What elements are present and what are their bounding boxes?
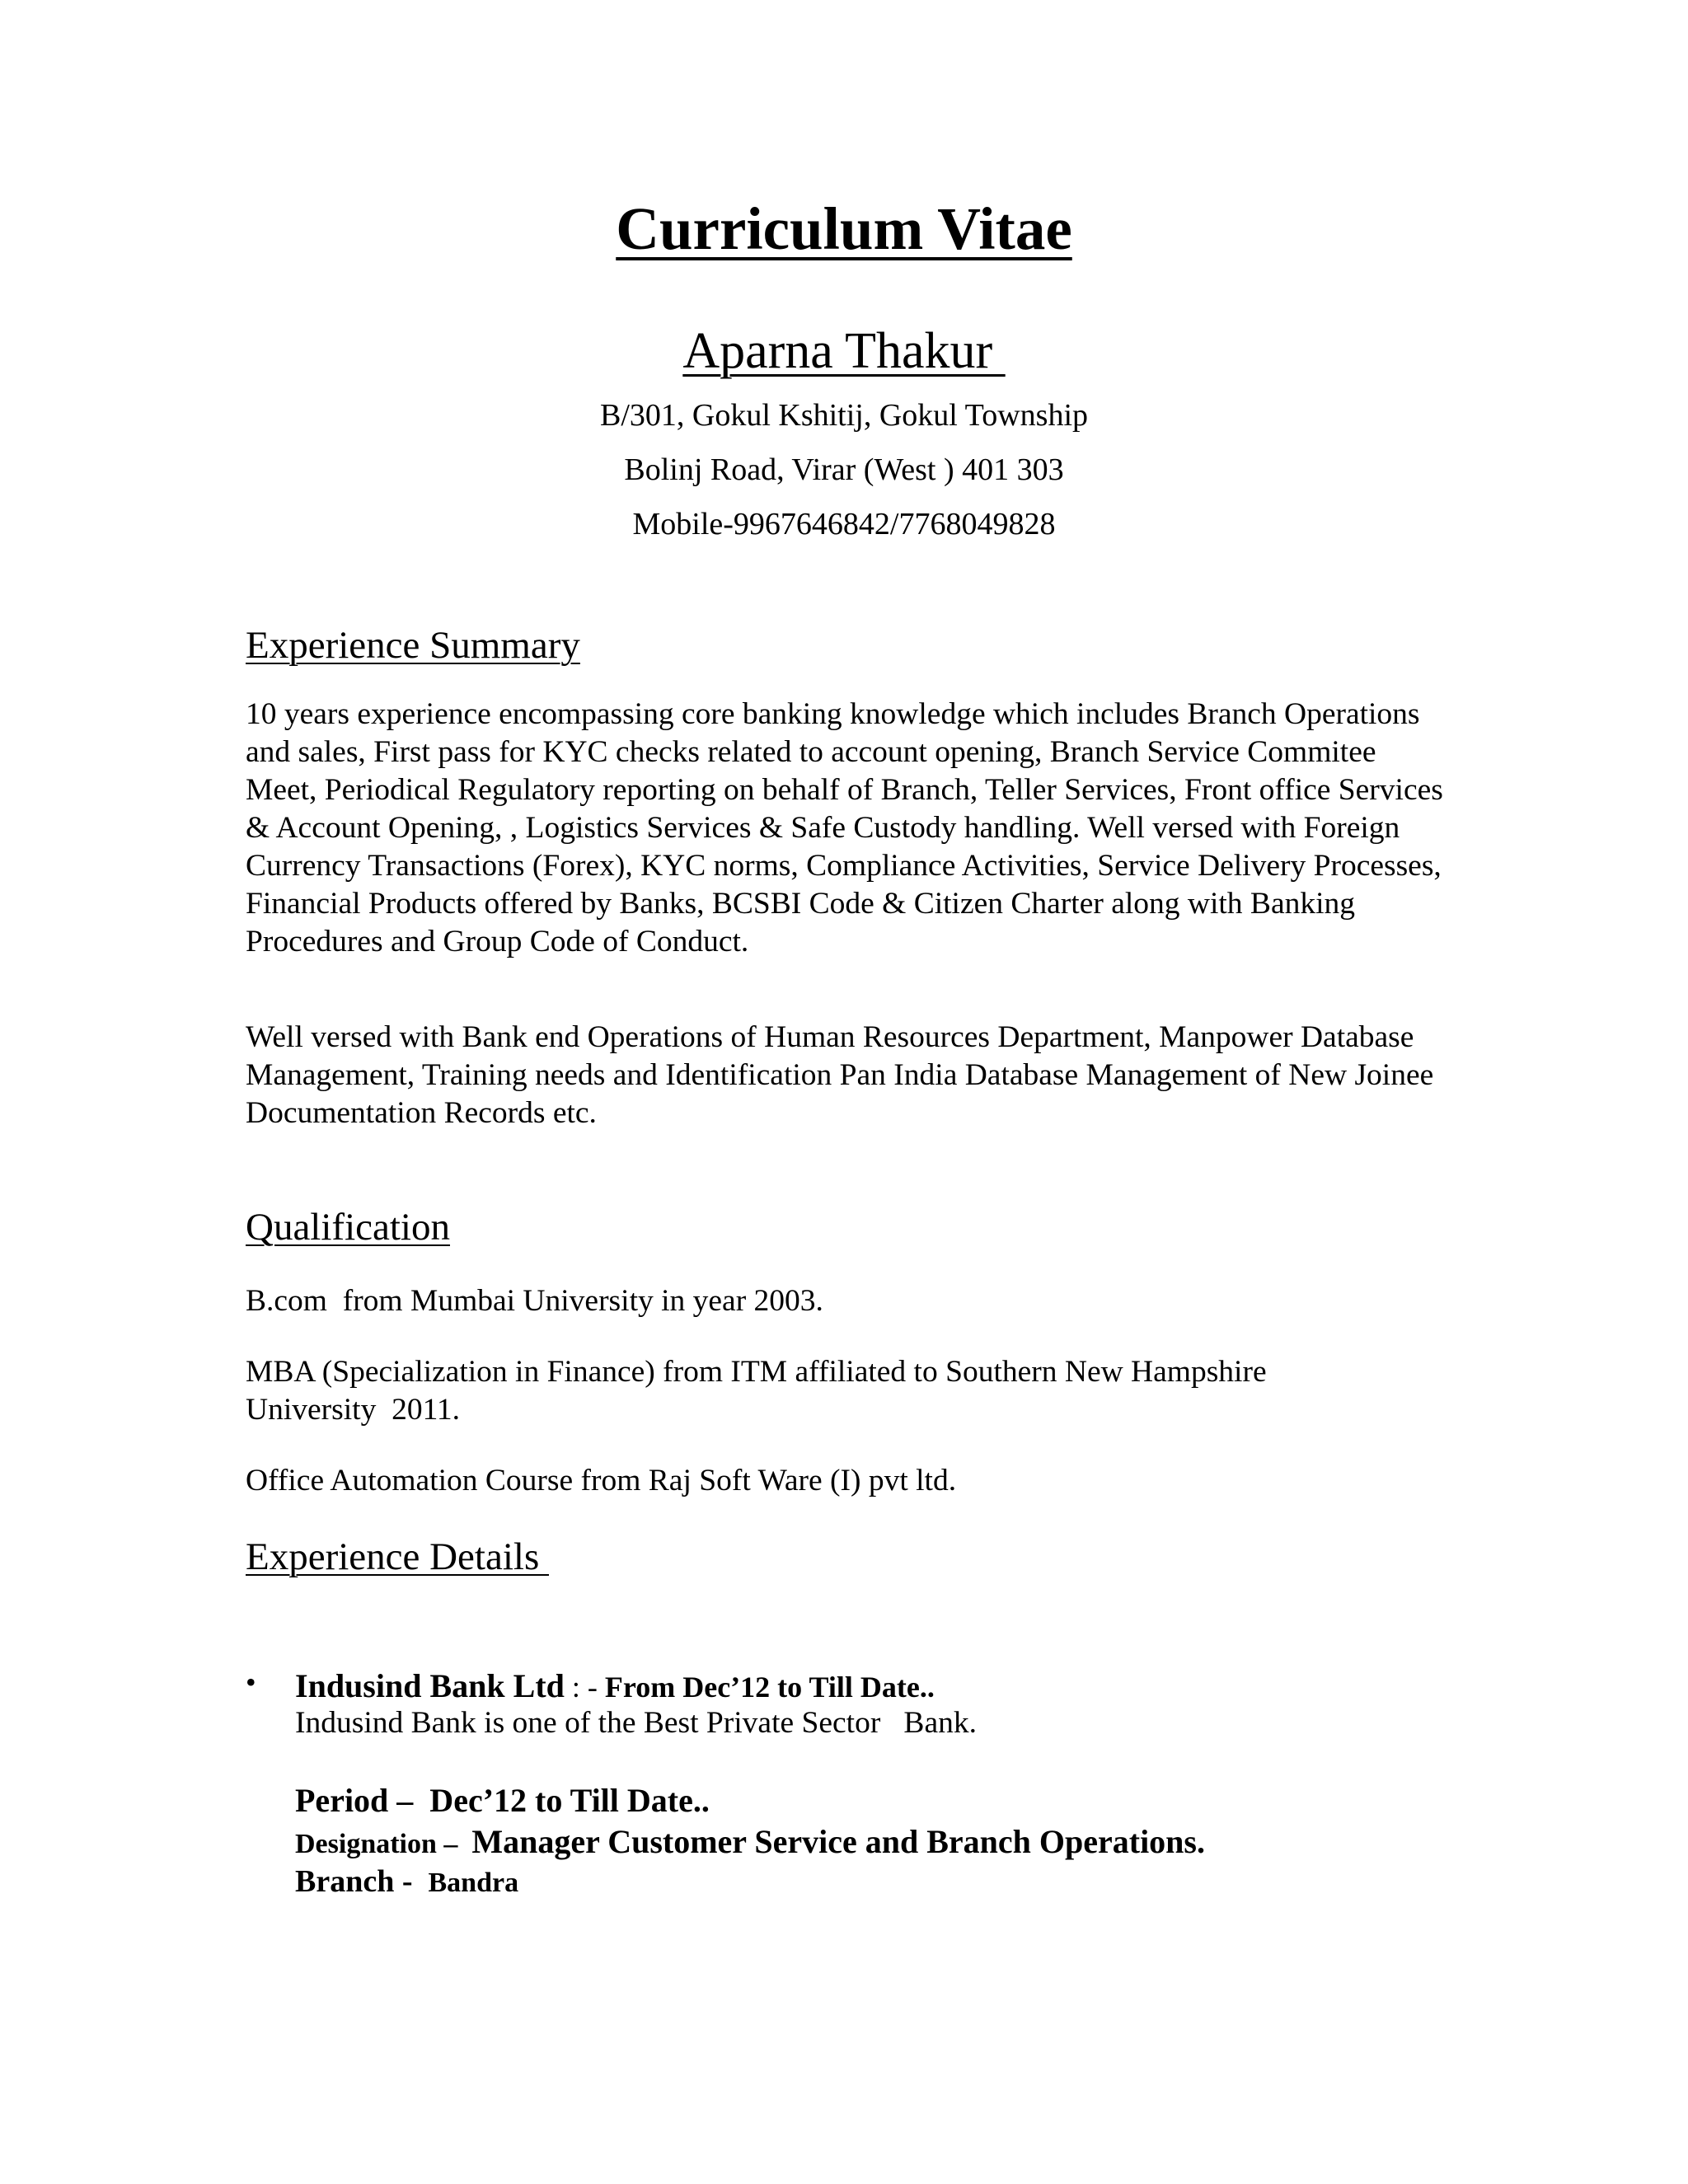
mobile-number: Mobile-9967646842/7768049828 — [632, 507, 1056, 541]
company-separator: : - — [564, 1671, 605, 1704]
candidate-name: Aparna Thakur — [682, 323, 1006, 379]
designation-label: Designation – — [295, 1829, 472, 1859]
experience-summary-paragraph-2: Well versed with Bank end Operations of Human Resources Department, Manpower Database Management, Training needs and Identification Pan India Database Management of New Joinee Documentation Records etc. — [246, 1020, 1434, 1130]
address-line-2: Bolinj Road, Virar (West ) 401 303 — [624, 452, 1064, 487]
job-designation — [295, 1824, 1205, 1860]
document-title: Curriculum Vitae — [616, 195, 1072, 262]
qualification-item: Office Automation Course from Raj Soft Ware (I) pvt ltd. — [246, 1464, 957, 1497]
qualification-item: MBA (Specialization in Finance) from ITM affiliated to Southern New Hampshire University 2011. — [246, 1355, 1274, 1427]
branch-label: Branch - — [295, 1864, 429, 1899]
qualification-heading: Qualification — [246, 1206, 450, 1249]
address-line-1: B/301, Gokul Kshitij, Gokul Township — [599, 398, 1089, 433]
designation-value: Manager Customer Service and Branch Operations. — [471, 1823, 1205, 1860]
company-name: Indusind Bank Ltd — [295, 1667, 565, 1704]
job-branch — [295, 1865, 518, 1900]
experience-summary-paragraph-1: 10 years experience encompassing core banking knowledge which includes Branch Operations and sales, First pass for KYC checks related to account opening, Branch Service Commitee Meet, Periodical Regulatory reporting on behalf of Branch, Teller Services, Front office Services & Account Opening, , Logistics Services & Safe Custody handling. Well versed with Foreign Currency Transactions (Forex), KYC norms, Compliance Activities, Service Delivery Processes, Financial Products offered by Banks, BCSBI Code & Citizen Charter along with Banking Procedures and Group Code of Conduct. — [246, 697, 1443, 958]
bullet-icon: • — [246, 1666, 256, 1699]
job-period: Period – Dec’12 to Till Date.. — [295, 1782, 710, 1819]
experience-summary-heading: Experience Summary — [246, 624, 580, 667]
experience-details-heading: Experience Details — [246, 1535, 549, 1578]
company-description: Indusind Bank is one of the Best Private Sector Bank. — [295, 1706, 977, 1740]
job-dates: From Dec’12 to Till Date.. — [604, 1671, 935, 1704]
job-header — [295, 1668, 935, 1705]
branch-value: Bandra — [428, 1868, 519, 1898]
qualification-item: B.com from Mumbai University in year 2003. — [246, 1284, 823, 1318]
